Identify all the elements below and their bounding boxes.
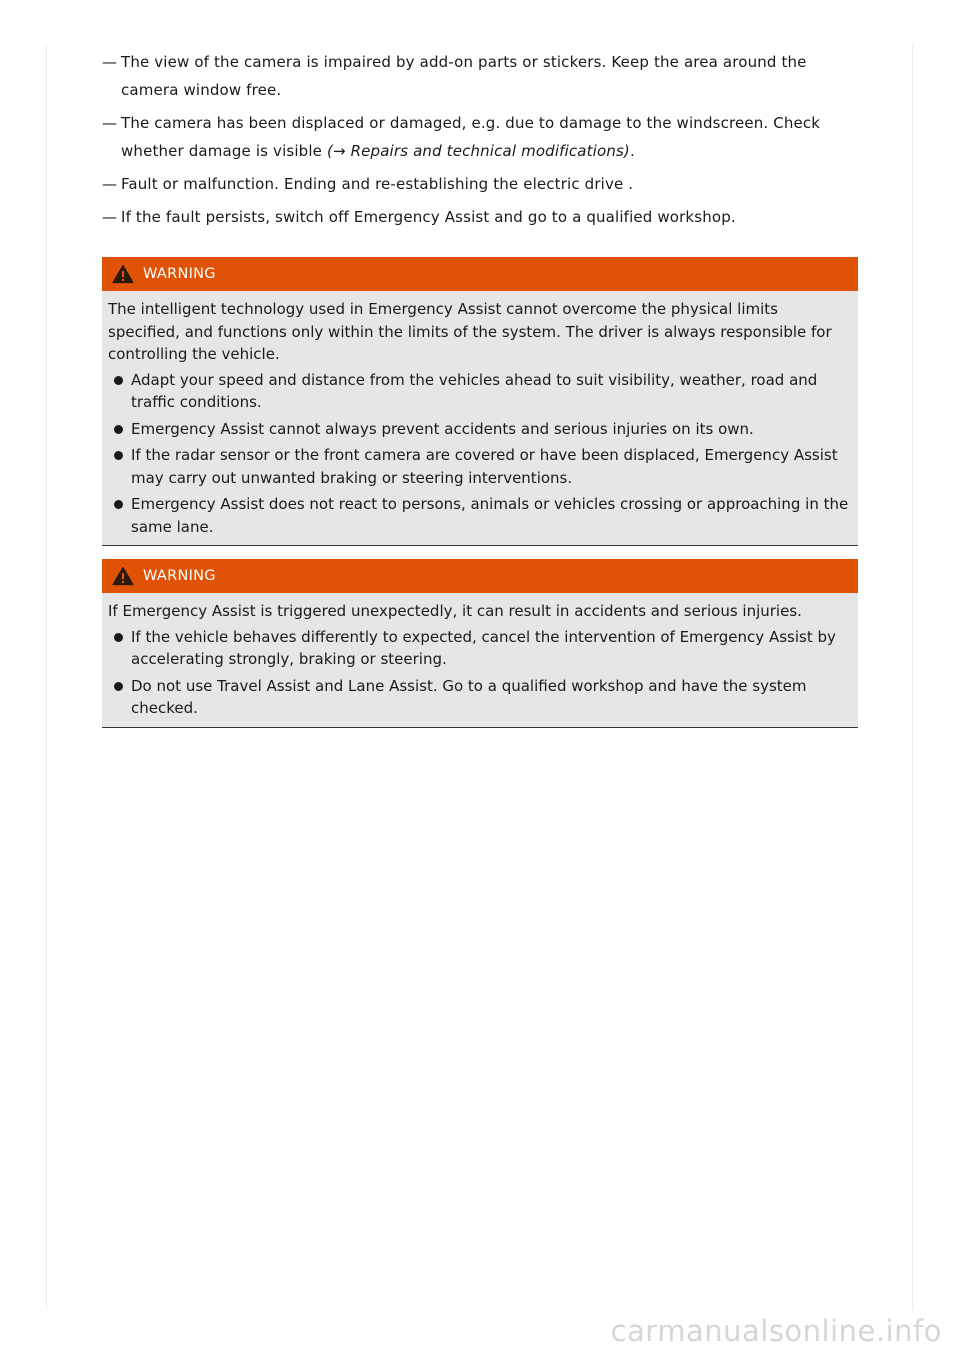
list-item-text: The view of the camera is impaired by add-on parts or stickers. Keep the area around the camera window free. (121, 53, 807, 99)
left-margin-rule (46, 45, 47, 1310)
bullet-dot (114, 376, 123, 385)
bullet-dot (114, 451, 123, 460)
bullet-item (108, 444, 850, 489)
list-item (102, 48, 858, 104)
bullet-text: Do not use Travel Assist and Lane Assist. Go to a qualified workshop and have the system checked. (131, 676, 807, 717)
cross-reference-suffix: . (629, 142, 635, 160)
bullet-dot (114, 633, 123, 642)
repairs-cross-reference-link[interactable]: (→ Repairs and technical modifications) (326, 142, 630, 160)
bullet-text: Emergency Assist does not react to persons, animals or vehicles crossing or approaching in the same lane. (131, 495, 849, 536)
dash-marker: — (102, 208, 118, 226)
warning-intro: If Emergency Assist is triggered unexpectedly, it can result in accidents and serious injuries. (108, 602, 802, 620)
warning-header (102, 559, 858, 593)
dash-marker: — (102, 114, 118, 132)
list-item-text: Fault or malfunction. Ending and re-establishing the electric drive . (121, 175, 634, 193)
list-item (102, 203, 858, 231)
warning-triangle-icon (112, 566, 134, 586)
dash-marker: — (102, 175, 118, 193)
site-watermark: carmanualsonline.info (610, 1314, 942, 1348)
bullet-item (108, 418, 850, 441)
list-item-text: The camera has been displaced or damaged, e.g. due to damage to the windscreen. Check whether damage is visible (121, 114, 821, 160)
page-content (102, 48, 858, 728)
bullet-dot (114, 425, 123, 434)
bullet-item (108, 369, 850, 414)
list-item (102, 170, 858, 198)
right-margin-rule (912, 45, 913, 1310)
bullet-dot (114, 500, 123, 509)
bullet-text: If the vehicle behaves differently to expected, cancel the intervention of Emergency Assist by accelerating strongly, braking or steering. (131, 627, 836, 668)
warning-box-unexpected-trigger (102, 559, 858, 728)
bullet-item (108, 675, 850, 720)
bullet-text: Adapt your speed and distance from the vehicles ahead to suit visibility, weather, road and traffic conditions. (131, 370, 818, 411)
warning-body (102, 593, 858, 728)
cause-list (102, 48, 858, 231)
bullet-text: If the radar sensor or the front camera are covered or have been displaced, Emergency Assist may carry out unwanted braking or steering interventions. (131, 446, 838, 487)
warning-label: WARNING (143, 568, 216, 584)
warning-header (102, 257, 858, 291)
bullet-dot (114, 682, 123, 691)
bullet-text: Emergency Assist cannot always prevent accidents and serious injuries on its own. (131, 419, 754, 438)
warning-triangle-icon (112, 264, 134, 284)
warning-body (102, 291, 858, 546)
bullet-item (108, 493, 850, 538)
dash-marker: — (102, 53, 118, 71)
list-item-text: If the fault persists, switch off Emergency Assist and go to a qualified workshop. (121, 208, 736, 226)
bullet-item (108, 626, 850, 671)
warning-box-limits (102, 257, 858, 546)
warning-intro: The intelligent technology used in Emergency Assist cannot overcome the physical limits specified, and functions only within the limits of the system. The driver is always responsible for controlling the vehicle. (108, 300, 832, 363)
list-item (102, 109, 858, 165)
warning-bullet-list (108, 626, 850, 720)
warning-bullet-list (108, 369, 850, 539)
warning-label: WARNING (143, 266, 216, 282)
